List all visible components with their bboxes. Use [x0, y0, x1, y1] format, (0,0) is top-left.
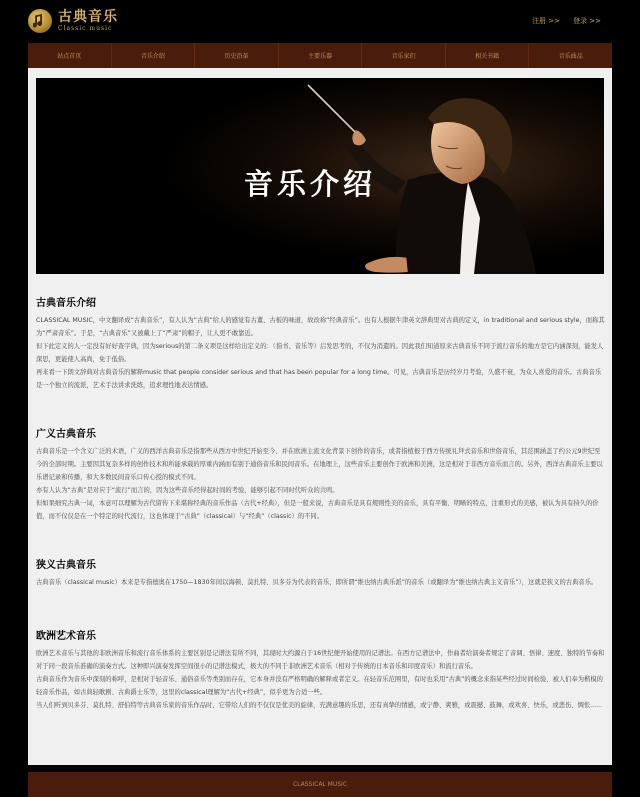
paragraph: 古典音乐是一个含义广泛的术语，广义的西洋古典音乐是指那些从西方中世纪开始至今、并在欧洲主流文化背景下创作的音乐，或者指植根于西方传统礼拜式音乐和世俗音乐，其范围涵盖了约公元9世纪至今的全部时期。主要因其复杂多样的创作技术和所能承载的厚重内涵而有别于通俗音乐和民间音乐。在地理上，这些音乐主要创作于欧洲和美洲，这是相对于非西方音乐而言的。另外，西洋古典音乐主要以乐谱记录和传播，和大多数民间音乐口传心授的模式不同。	[36, 448, 603, 481]
paragraph: 欧洲艺术音乐与其他的非欧洲音乐和流行音乐体系的主要区别是记谱法有所不同，其现时大约源自于16世纪便开始使用的记谱法。在西方记谱法中，作曲者给演奏者规定了音调、悟律、速度、独特的节奏和对于同一段音乐准确的演奏方式。这种即兴演奏发挥空间很小的记谱法模式，极大的不同于非欧洲艺术音乐（相对于传统的日本音乐和印度音乐）和流行音乐。	[36, 650, 605, 670]
register-link[interactable]: 注册 >>	[532, 17, 560, 25]
section-body	[36, 576, 606, 589]
paragraph: 再来看一下朗文辞典对古典音乐的解释music that people consider serious and that has been popular for a long time。可见，古典音乐是历经岁月考验，久盛不衰，为众人喜爱的音乐。古典音乐是一个独立的流派，艺术手法讲求洗练，追求理性地表达情感。	[36, 369, 602, 389]
nav-item-works[interactable]: 音乐曲品	[558, 53, 583, 60]
logo-title: 古典音乐	[58, 9, 118, 25]
login-link[interactable]: 登录 >>	[573, 17, 601, 25]
banner-image	[36, 78, 604, 274]
banner-title: 音乐介绍	[244, 167, 377, 201]
section-title: 狭义古典音乐	[36, 560, 96, 571]
section-european-art-music	[36, 627, 606, 712]
main-content	[28, 68, 612, 765]
paragraph: 但如果细究古典一词，本意可以理解为古代留传下来堪称经典的音乐作品（古代+经典），但是一般来说，古典音乐是具有规则性美的音乐，具有平衡、明晰的特点，注重形式的美感，被认为具有持久的价值，而不仅仅是在一个特定的时代流行，这也体现于“古典”（classical）与“经典”（classic）的不同。	[36, 500, 599, 520]
paragraph: 但下此定义的人一定没有好好查字典，因为serious的第二条义项是这样给出定义的：（指书、音乐等）启发思考的，不仅为消遣的。因此我们知道原来古典音乐不同于流行音乐的地方是它内涵深刻，能发人深思，更能使人高尚，免于低俗。	[36, 343, 604, 363]
paragraph: 亦有人认为“古典”是对应于“流行”而言的，因为这些音乐经得起时间的考验，能够引起不同时代听众的共鸣。	[36, 487, 339, 494]
nav-item-home[interactable]: 站点首页	[28, 43, 112, 68]
nav-item-musicians[interactable]: 音乐家们	[362, 43, 446, 68]
section-broad-classical	[36, 425, 606, 523]
section-body	[36, 647, 606, 712]
section-title: 古典音乐介绍	[36, 298, 96, 309]
section-title: 欧洲艺术音乐	[36, 631, 96, 642]
music-note-icon	[28, 9, 52, 33]
nav-item-history[interactable]: 历史沿革	[195, 43, 279, 68]
section-title: 广义古典音乐	[36, 429, 96, 440]
nav-item-books[interactable]: 相关书籍	[446, 43, 530, 68]
section-body	[36, 445, 606, 523]
nav-item-music-intro[interactable]: 音乐介绍	[112, 43, 196, 68]
site-header	[0, 0, 640, 43]
logo-subtitle: Classic music	[58, 25, 113, 32]
section-narrow-classical	[36, 556, 606, 589]
nav-item-instruments[interactable]: 主要乐器	[279, 43, 363, 68]
footer-text: CLASSICAL MUSIC	[292, 781, 348, 788]
paragraph: CLASSICAL MUSIC，中文翻译成“古典音乐”，有人认为“古典”给人的感觉有古董、古板的味道，故改称“经典音乐”。也有人根据牛津英文辞典里对古典的定义，in traditional and serious style，而称其为“严肃音乐”。于是，“古典音乐”又被戴上了“严肃”的帽子，让人更不敢靠近。	[36, 317, 605, 337]
paragraph: 古典音乐（classical music）本来是专指德奥在1750—1830年间以海顿、莫扎特、贝多芬为代表的音乐，即所谓“维也纳古典乐派”的音乐（或翻译为“维也纳古典主义音乐”），这就是狭义的古典音乐。	[36, 579, 598, 586]
section-body	[36, 314, 606, 392]
main-nav	[28, 43, 612, 68]
paragraph: 古典音乐作为音乐中深刻的称呼，是相对于轻音乐、通俗音乐等类别而存在，它本身并没有严格明确的解释或者定义。在轻音乐范围里，有时也采用“古典”的概念来指某些经过时间检验、被人们奉为楷模的轻音乐作品，如古典轻歌剧、古典爵士乐等，这里的classical理解为“古代+经典”，似乎更为合适一些。	[36, 676, 603, 696]
site-logo[interactable]	[28, 8, 118, 34]
section-classical-intro	[36, 294, 606, 392]
paragraph: 当人们听到贝多芬、莫扎特、舒伯特等古典音乐家的音乐作品时，它带给人们的不仅仅是优美的旋律，充满意趣的乐思，还有真挚的情感，或宁静、爽雅，或震撼、鼓舞，或欢喜、快乐，或悲伤、惆怅......	[36, 702, 603, 709]
site-footer	[28, 772, 612, 797]
